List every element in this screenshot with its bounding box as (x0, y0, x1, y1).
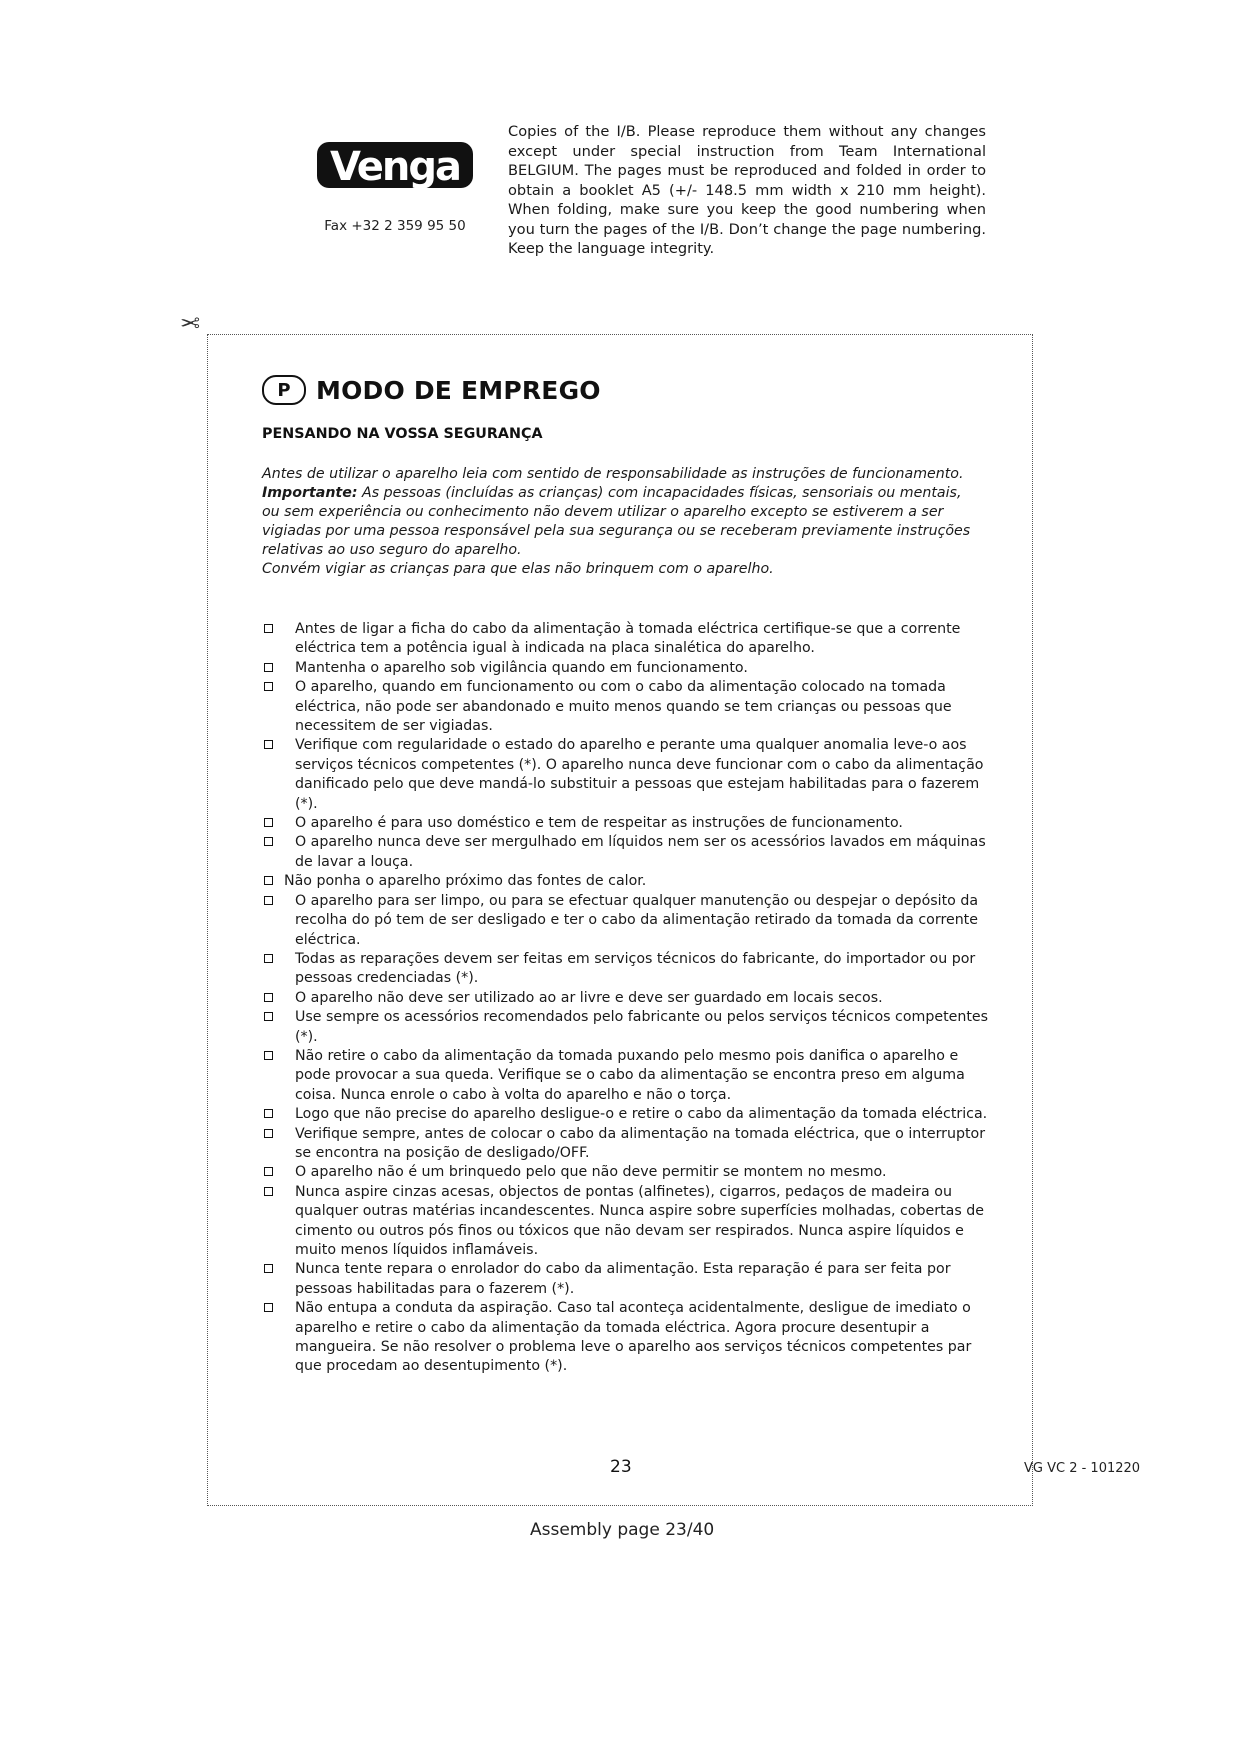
safety-intro (262, 465, 982, 579)
checkbox-bullet-icon (264, 876, 273, 885)
checkbox-bullet-icon (264, 1187, 273, 1196)
warning-item: Logo que não precise do aparelho desligue-o e retire o cabo da alimentação da tomada eléctrica. (262, 1105, 990, 1124)
checkbox-bullet-icon (264, 1109, 273, 1118)
checkbox-bullet-icon (264, 1264, 273, 1273)
page-title: MODO DE EMPREGO (316, 375, 601, 405)
document-code: VG VC 2 - 101220 (1024, 1461, 1141, 1476)
important-label: Importante: (262, 485, 358, 501)
checkbox-bullet-icon (264, 663, 273, 672)
checkbox-bullet-icon (264, 1303, 273, 1312)
warning-item: Todas as reparações devem ser feitas em serviços técnicos do fabricante, do importador ou por pessoas credenciadas (*). (262, 950, 990, 989)
venga-logo (300, 136, 490, 196)
warning-item: O aparelho nunca deve ser mergulhado em líquidos nem ser os acessórios lavados em máquinas de lavar a louça. (262, 833, 990, 872)
warning-item: Verifique sempre, antes de colocar o cabo da alimentação na tomada eléctrica, que o interruptor se encontra na posição de desligado/OFF. (262, 1125, 990, 1164)
warning-item: Use sempre os acessórios recomendados pelo fabricante ou pelos serviços técnicos competentes (*). (262, 1008, 990, 1047)
warning-item: Nunca tente repara o enrolador do cabo da alimentação. Esta reparação é para ser feita por pessoas habilitadas para o fazerem (*). (262, 1260, 990, 1299)
warning-item: Não retire o cabo da alimentação da tomada puxando pelo mesmo pois danifica o aparelho e pode provocar a sua queda. Verifique se o cabo da alimentação se encontra preso em alguma coisa. Nunca enrole o cabo à volta do aparelho e não o torça. (262, 1047, 990, 1105)
checkbox-bullet-icon (264, 1012, 273, 1021)
manual-title-row (262, 375, 601, 405)
important-paragraph (262, 484, 982, 560)
important-text: As pessoas (incluídas as crianças) com incapacidades físicas, sensoriais ou mentais, ou sem experiência ou conhecimento não devem utilizar o aparelho excepto se estiverem a ser vigiadas por uma pessoa responsável pela sua segurança ou se receberam previamente instruções relativas ao uso seguro do aparelho. (262, 485, 971, 558)
checkbox-bullet-icon (264, 1051, 273, 1060)
checkbox-bullet-icon (264, 896, 273, 905)
safety-warnings-list (262, 620, 990, 1377)
warning-item: O aparelho para ser limpo, ou para se efectuar qualquer manutenção ou despejar o depósito da recolha do pó tem de ser desligado e ter o cabo da alimentação retirado da tomada da corrente eléctrica. (262, 892, 990, 950)
brand-block (300, 136, 490, 234)
checkbox-bullet-icon (264, 1129, 273, 1138)
warning-item: Não ponha o aparelho próximo das fontes de calor. (262, 872, 990, 891)
intro-paragraph: Antes de utilizar o aparelho leia com sentido de responsabilidade as instruções de funcionamento. (262, 466, 964, 482)
checkbox-bullet-icon (264, 993, 273, 1002)
venga-logo-image (315, 136, 475, 196)
warning-item: O aparelho, quando em funcionamento ou com o cabo da alimentação colocado na tomada eléctrica, não pode ser abandonado e muito menos quando se tem crianças ou pessoas que necessitem de ser vigiadas. (262, 678, 990, 736)
warning-item: Verifique com regularidade o estado do aparelho e perante uma qualquer anomalia leve-o aos serviços técnicos competentes (*). O aparelho nunca deve funcionar com o cabo da alimentação danificado pelo que deve mandá-lo substituir a pessoas que estejam habilitadas para o fazerem (*). (262, 736, 990, 814)
warning-item: Mantenha o aparelho sob vigilância quando em funcionamento. (262, 659, 990, 678)
checkbox-bullet-icon (264, 682, 273, 691)
section-heading: PENSANDO NA VOSSA SEGURANÇA (262, 426, 543, 442)
warning-item: O aparelho não deve ser utilizado ao ar livre e deve ser guardado em locais secos. (262, 989, 990, 1008)
checkbox-bullet-icon (264, 1167, 273, 1176)
checkbox-bullet-icon (264, 837, 273, 846)
scissors-icon: ✂ (180, 308, 201, 336)
checkbox-bullet-icon (264, 624, 273, 633)
reproduction-note: Copies of the I/B. Please reproduce them without any changes except under special instruction from Team International BELGIUM. The pages must be reproduced and folded in order to obtain a booklet A5 (+/- 148.5 mm width x 210 mm height). When folding, make sure you keep the good numbering when you turn the pages of the I/B. Don’t change the page numbering. Keep the language integrity. (508, 123, 986, 257)
checkbox-bullet-icon (264, 818, 273, 827)
logo-text: Venga (330, 144, 460, 190)
language-badge: P (262, 375, 306, 405)
warning-item: O aparelho é para uso doméstico e tem de respeitar as instruções de funcionamento. (262, 814, 990, 833)
warning-item: O aparelho não é um brinquedo pelo que não deve permitir se montem no mesmo. (262, 1163, 990, 1182)
children-warning: Convém vigiar as crianças para que elas não brinquem com o aparelho. (262, 561, 774, 577)
warning-item: Nunca aspire cinzas acesas, objectos de pontas (alfinetes), cigarros, pedaços de madeira ou qualquer outras matérias incandescentes. Nunca aspire sobre superfícies molhadas, cobertas de cimento ou outros pós finos ou tóxicos que não devam ser respirados. Nunca aspire líquidos e muito menos líquidos inflamáveis. (262, 1183, 990, 1261)
checkbox-bullet-icon (264, 740, 273, 749)
warning-item: Não entupa a conduta da aspiração. Caso tal aconteça acidentalmente, desligue de imediato o aparelho e retire o cabo da alimentação da tomada eléctrica. Agora procure desentupir a mangueira. Se não resolver o problema leve o aparelho aos serviços técnicos competentes par que procedam ao desentupimento (*). (262, 1299, 990, 1377)
assembly-page-label: Assembly page 23/40 (530, 1520, 715, 1540)
fax-number: Fax +32 2 359 95 50 (324, 218, 466, 234)
checkbox-bullet-icon (264, 954, 273, 963)
page-number: 23 (610, 1457, 632, 1477)
warning-item: Antes de ligar a ficha do cabo da alimentação à tomada eléctrica certifique-se que a corrente eléctrica tem a potência igual à indicada na placa sinalética do aparelho. (262, 620, 990, 659)
